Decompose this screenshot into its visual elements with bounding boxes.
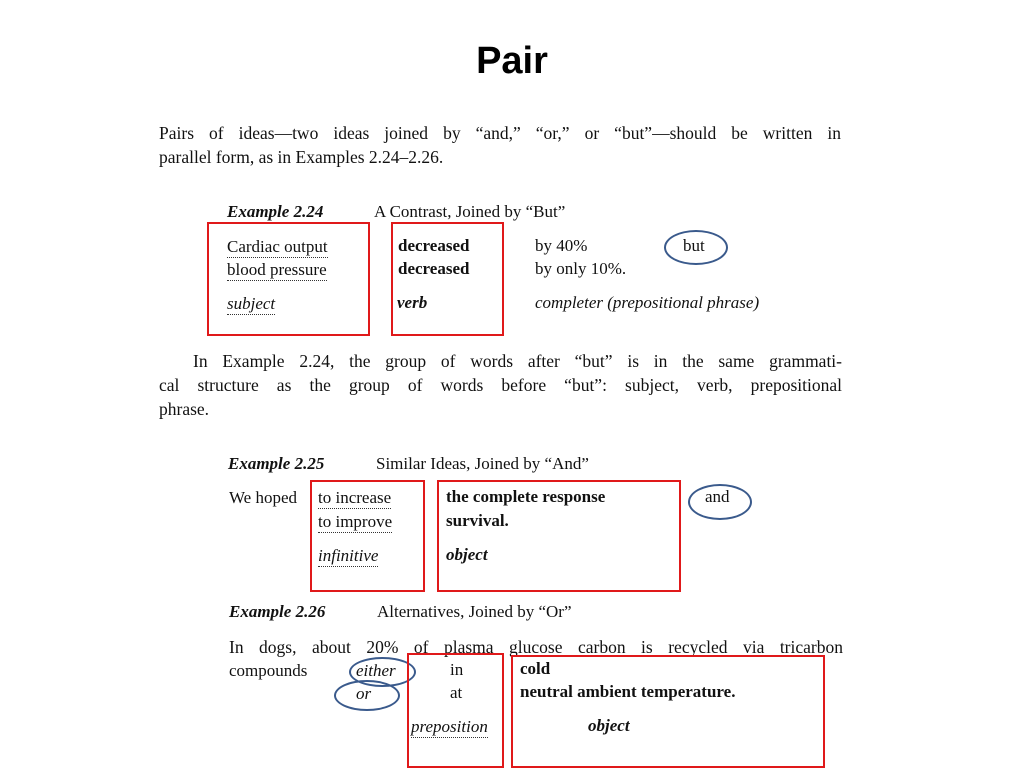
ex225-conjunction: and [705, 487, 730, 506]
ex226-preposition-1: in [450, 660, 464, 679]
conjunction-circle-and [688, 484, 752, 520]
ex224-subject-1: Cardiac output [227, 237, 328, 256]
subject-highlight-box [207, 222, 370, 336]
ex224-conjunction: but [683, 236, 705, 255]
correlative-circle-or [334, 680, 400, 711]
ex225-role-object: object [446, 545, 488, 564]
ex224-verb-2: decreased [398, 259, 470, 278]
ex225-infinitive-1: to increase [318, 488, 392, 507]
slide-title: Pair [476, 40, 548, 82]
ex226-preposition-2: at [450, 683, 463, 702]
ex225-lead: We hoped [229, 488, 298, 507]
verb-highlight-box [391, 222, 504, 336]
example-2-24-description: A Contrast, Joined by “But” [374, 202, 566, 221]
discussion-line-3: phrase. [159, 399, 210, 419]
example-2-25-description: Similar Ideas, Joined by “And” [376, 454, 589, 473]
infinitive-highlight-box [310, 480, 425, 592]
preposition-highlight-box [407, 653, 504, 768]
ex226-correlative-either: either [356, 661, 396, 680]
ex225-object-2: survival. [446, 511, 509, 530]
conjunction-circle-but [664, 230, 728, 265]
ex224-role-subject: subject [227, 294, 276, 313]
ex224-role-completer: completer (prepositional phrase) [535, 293, 760, 312]
ex226-role-object: object [588, 716, 630, 735]
ex226-sentence: In dogs, about 20% of plasma glucose carbon is recycled via tricarbon [229, 637, 843, 657]
ex224-verb-1: decreased [398, 236, 470, 255]
ex224-completer-2: by only 10%. [535, 259, 627, 278]
intro-line-2: parallel form, as in Examples 2.24–2.26. [159, 147, 444, 167]
ex226-correlative-or: or [356, 684, 372, 703]
ex226-object-2: neutral ambient temperature. [520, 682, 736, 701]
object-highlight-box-2-26 [511, 655, 825, 768]
object-highlight-box-2-25 [437, 480, 681, 592]
ex225-object-1: the complete response [446, 487, 606, 506]
discussion-line-1: In Example 2.24, the group of words after “but” is in the same grammati- [193, 351, 842, 371]
ex225-role-infinitive: infinitive [318, 546, 379, 565]
intro-line-1: Pairs of ideas—two ideas joined by “and,” “or,” or “but”—should be written in [159, 123, 841, 143]
example-2-26-description: Alternatives, Joined by “Or” [377, 602, 572, 621]
ex224-subject-2: blood pressure [227, 260, 327, 279]
example-2-24-label: Example 2.24 [227, 202, 324, 221]
ex225-infinitive-2: to improve [318, 512, 393, 531]
example-2-25-label: Example 2.25 [228, 454, 325, 473]
discussion-line-2: cal structure as the group of words before “but”: subject, verb, prepositional [159, 375, 842, 395]
ex226-object-1: cold [520, 659, 551, 678]
ex224-role-verb: verb [397, 293, 428, 312]
ex226-lead: compounds [229, 661, 308, 680]
ex226-role-preposition: preposition [411, 717, 488, 736]
example-2-26-label: Example 2.26 [229, 602, 326, 621]
ex224-completer-1: by 40% [535, 236, 588, 255]
